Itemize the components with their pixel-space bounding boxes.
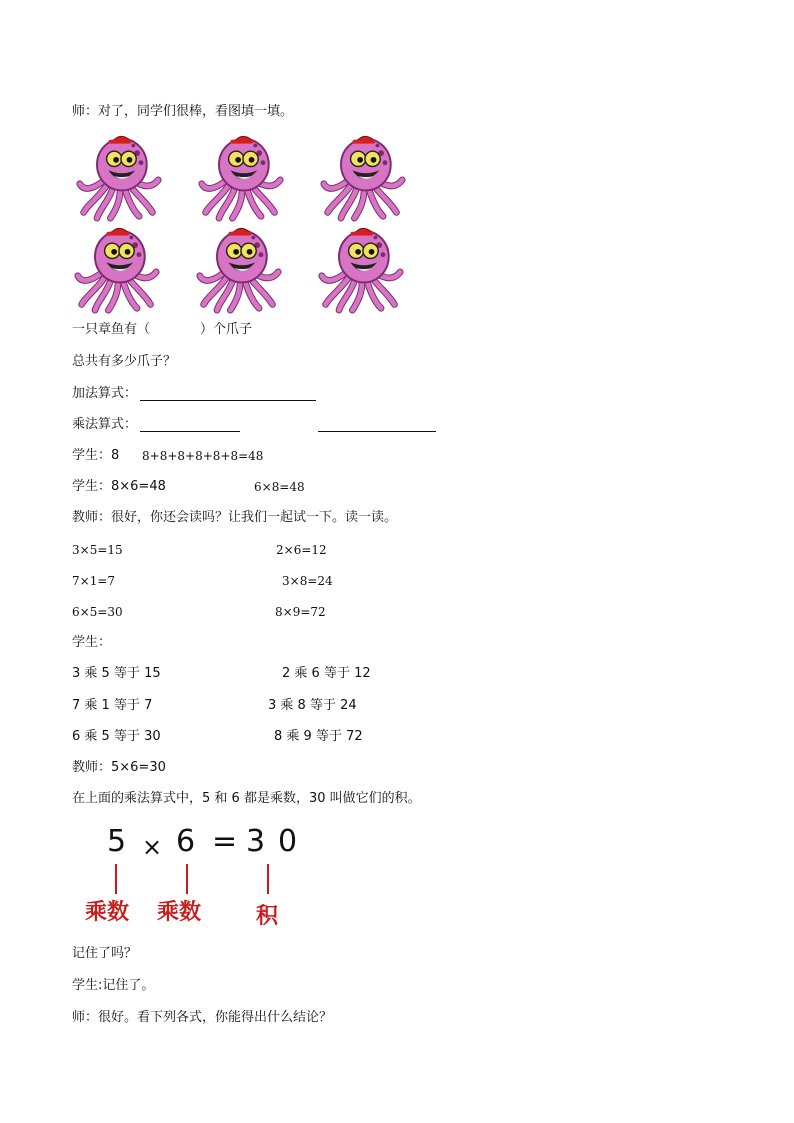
addition-label: 加法算式： xyxy=(72,386,138,401)
factor-a-pointer xyxy=(115,864,117,894)
student-label: 学生： xyxy=(72,635,112,650)
reading-3: 7 乘 1 等于 7 xyxy=(72,698,153,713)
student-reply: 学生:记住了。 xyxy=(72,978,155,993)
octopus-image xyxy=(72,226,162,314)
question-claws-part2: ）个爪子 xyxy=(200,322,253,337)
reading-1: 3 乘 5 等于 15 xyxy=(72,666,161,681)
equation-1: 3×5=15 xyxy=(72,543,123,557)
student-answer-1-expr: 8+8+8+8+8+8=48 xyxy=(142,449,264,463)
big-equation-times: × xyxy=(142,833,163,861)
reading-2: 2 乘 6 等于 12 xyxy=(282,666,371,681)
big-equation-product-digit-2: 0 xyxy=(278,824,298,859)
equation-3: 7×1=7 xyxy=(72,574,116,588)
big-equation-factor-b: 6 xyxy=(176,824,196,859)
reading-5: 6 乘 5 等于 30 xyxy=(72,729,161,744)
student-answer-1-label: 学生：8 xyxy=(72,448,120,463)
product-pointer xyxy=(267,864,269,894)
remember-question: 记住了吗？ xyxy=(72,946,138,961)
teacher-line-3: 师：很好。看下列各式，你能得出什么结论？ xyxy=(72,1010,333,1025)
teacher-line-1: 教师：很好，你还会读吗？让我们一起试一下。读一读。 xyxy=(72,510,398,525)
reading-4: 3 乘 8 等于 24 xyxy=(268,698,357,713)
factor-b-pointer xyxy=(186,864,188,894)
octopus-image xyxy=(196,134,286,222)
multiplication-answer-blank[interactable] xyxy=(140,430,240,432)
octopus-image xyxy=(316,226,406,314)
equation-4: 3×8=24 xyxy=(282,574,333,588)
reading-6: 8 乘 9 等于 72 xyxy=(274,729,363,744)
explanation-line: 在上面的乘法算式中，5 和 6 都是乘数，30 叫做它们的积。 xyxy=(72,791,421,806)
student-answer-2b: 6×8=48 xyxy=(254,480,305,494)
intro-line: 师：对了，同学们很棒，看图填一填。 xyxy=(72,104,294,119)
product-label: 积 xyxy=(256,904,279,929)
addition-answer-blank[interactable] xyxy=(140,399,316,401)
factor-b-label: 乘数 xyxy=(157,900,202,925)
octopus-image xyxy=(74,134,164,222)
octopus-image xyxy=(318,134,408,222)
question-total: 总共有多少爪子？ xyxy=(72,354,177,369)
teacher-line-2: 教师：5×6=30 xyxy=(72,760,166,775)
equation-6: 8×9=72 xyxy=(275,605,326,619)
question-claws-part1: 一只章鱼有（ xyxy=(72,322,151,337)
octopus-image xyxy=(194,226,284,314)
factor-a-label: 乘数 xyxy=(85,900,130,925)
equation-5: 6×5=30 xyxy=(72,605,123,619)
equation-2: 2×6=12 xyxy=(276,543,327,557)
multiplication-label: 乘法算式： xyxy=(72,417,138,432)
big-equation-equals: = xyxy=(212,824,238,859)
big-equation-factor-a: 5 xyxy=(107,824,127,859)
multiplication-answer-blank[interactable] xyxy=(318,430,436,432)
student-answer-2: 学生：8×6=48 xyxy=(72,479,166,494)
big-equation-product-digit-1: 3 xyxy=(246,824,266,859)
